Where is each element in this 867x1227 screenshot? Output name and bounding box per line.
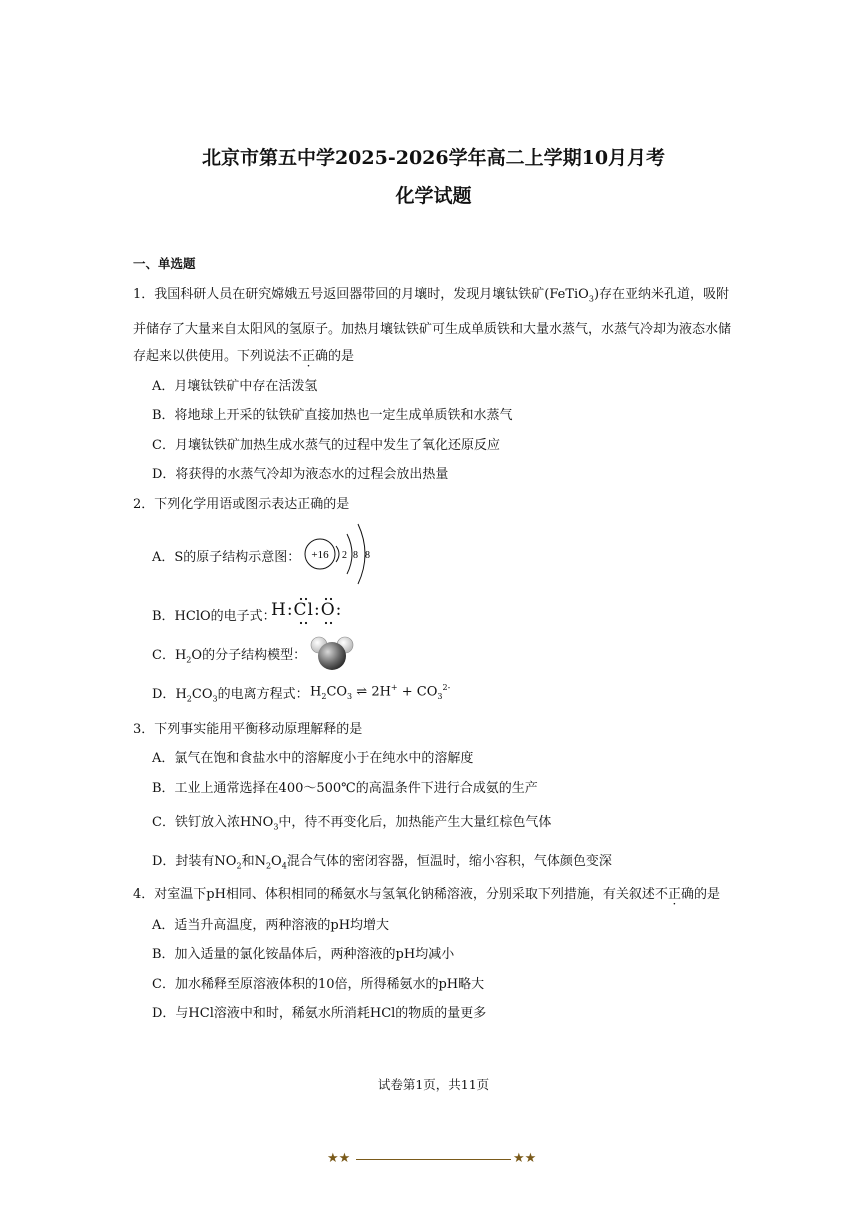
q2-option-d-label (152, 683, 309, 704)
q3-d-sub2: 2 (265, 861, 272, 871)
q1-line3-text: 存起来以供使用。下列说法 (133, 349, 290, 364)
q1-stem-line3 (133, 345, 354, 364)
q3-c-sub: 3 (273, 822, 279, 832)
q2-c-suffix: 的分子结构模型： (202, 648, 307, 663)
q1-formula: (FeTiO (544, 287, 589, 302)
q1-emphasis: 不正确 (289, 349, 329, 364)
shell-arc-2 (347, 534, 352, 574)
q4-option-c: C．加水稀释至原溶液体积的10倍，所得稀氨水的pH略大 (152, 977, 485, 992)
eq-h: H (310, 684, 322, 700)
shell-count-2: 8 (353, 550, 358, 561)
nucleus-charge: +16 (311, 549, 329, 561)
footer-star-right: ★★ (513, 1151, 537, 1166)
eq-co3: + CO (397, 684, 438, 700)
q2-c-prefix: C． (152, 648, 175, 663)
water-molecule-model (308, 632, 358, 672)
eq-sub2: 3 (347, 691, 353, 701)
hclo-electron-formula: H:Cl:O: (271, 600, 343, 620)
q2-c-formula: H (174, 648, 187, 663)
page-title: 北京市第五中学2025-2026学年高二上学期10月月考 (201, 147, 666, 169)
q1-option-a: A．月壤钛铁矿中存在活泼氢 (152, 379, 318, 394)
q3-c-text: C．铁钉放入浓HNO (152, 815, 274, 830)
page-number: 试卷第1页，共11页 (377, 1077, 490, 1092)
q3-d-sub1: 2 (236, 861, 242, 871)
shell-arc-3 (358, 524, 365, 584)
q2-d-sub1: 2 (186, 694, 192, 704)
lone-pair-dots (280, 596, 350, 628)
footer-rule (356, 1159, 511, 1160)
q4-option-a: A．适当升高温度，两种溶液的pH均增大 (152, 918, 390, 933)
q3-stem: 3．下列事实能用平衡移动原理解释的是 (133, 722, 363, 737)
q3-option-c (152, 811, 551, 832)
q1-stem-line1 (133, 283, 729, 304)
eq-2h: 2H (371, 684, 391, 700)
q2-option-a-label: A．S的原子结构示意图： (152, 550, 301, 565)
q1-formula-sub: 3 (588, 294, 594, 304)
eq-arrow: ⇌ (352, 684, 372, 700)
q2-c-sub: 2 (186, 655, 192, 665)
q2-d-formula-b: CO (191, 687, 213, 702)
eq-sup1: + (390, 683, 398, 692)
q4-stem (133, 883, 720, 902)
q3-d-sub3: 4 (281, 861, 287, 871)
q4-option-b: B．加入适量的氯化铵晶体后，两种溶液的pH均减小 (152, 947, 455, 962)
q1-line1-text-b: )存在亚纳米孔道，吸附 (593, 287, 730, 302)
eq-sub3: 3 (437, 691, 443, 701)
q3-c-text-b: 中，待不再变化后，加热能产生大量红棕色气体 (278, 815, 552, 830)
q2-d-prefix: D． (152, 687, 176, 702)
q3-d-text-mid: 和N (241, 854, 266, 869)
q1-line3-text-b: 的是 (328, 349, 355, 364)
q3-d-text-b: 混合气体的密闭容器，恒温时，缩小容积，气体颜色变深 (286, 854, 612, 869)
q1-option-c: C．月壤钛铁矿加热生成水蒸气的过程中发生了氧化还原反应 (152, 438, 500, 453)
shell-count-1: 2 (342, 550, 347, 561)
q3-option-d (152, 850, 612, 871)
q3-d-text-mid2: O (271, 854, 282, 869)
q4-emphasis: 不正确 (654, 887, 694, 902)
eq-co: CO (326, 684, 348, 700)
q2-d-sub2: 3 (212, 694, 218, 704)
q3-option-a: A．氯气在饱和食盐水中的溶解度小于在纯水中的溶解度 (152, 751, 474, 766)
q1-stem-line2: 并储存了大量来自太阳风的氢原子。加热月壤钛铁矿可生成单质铁和大量水蒸气，水蒸气冷却为液态水储 (133, 322, 732, 337)
shell-count-3: 8 (365, 550, 370, 561)
q2-d-formula: H (175, 687, 187, 702)
q3-option-b: B．工业上通常选择在400～500℃的高温条件下进行合成氨的生产 (152, 781, 538, 796)
shell-arc-1 (336, 546, 339, 562)
eq-sub1: 2 (321, 691, 327, 701)
q1-line1-text: 1．我国科研人员在研究嫦娥五号返回器带回的月壤时，发现月壤钛铁矿 (133, 287, 545, 302)
q1-option-b: B．将地球上开采的钛铁矿直接加热也一定生成单质铁和水蒸气 (152, 408, 513, 423)
q4-stem-text-b: 的是 (693, 887, 720, 902)
footer-star-left: ★★ (327, 1151, 351, 1166)
q2-c-formula-b: O (191, 648, 203, 663)
q2-option-b-label: B．HClO的电子式： (152, 609, 276, 624)
eq-sup2: 2- (442, 683, 451, 692)
q3-d-text: D．封装有NO (152, 854, 237, 869)
section-heading: 一、单选题 (133, 256, 196, 271)
ionization-equation (310, 683, 450, 701)
q4-option-d: D．与HCl溶液中和时，稀氨水所消耗HCl的物质的量更多 (152, 1006, 487, 1021)
q2-option-c-label (152, 644, 306, 665)
q4-stem-text: 4．对室温下pH相同、体积相同的稀氨水与氢氧化钠稀溶液，分别采取下列措施，有关叙述 (133, 887, 655, 902)
q1-option-d: D．将获得的水蒸气冷却为液态水的过程会放出热量 (152, 467, 449, 482)
q2-stem: 2．下列化学用语或图示表达正确的是 (133, 497, 350, 512)
sulfur-atom-diagram (298, 520, 378, 588)
page-subtitle: 化学试题 (395, 185, 472, 207)
q2-d-suffix: 的电离方程式： (217, 687, 309, 702)
